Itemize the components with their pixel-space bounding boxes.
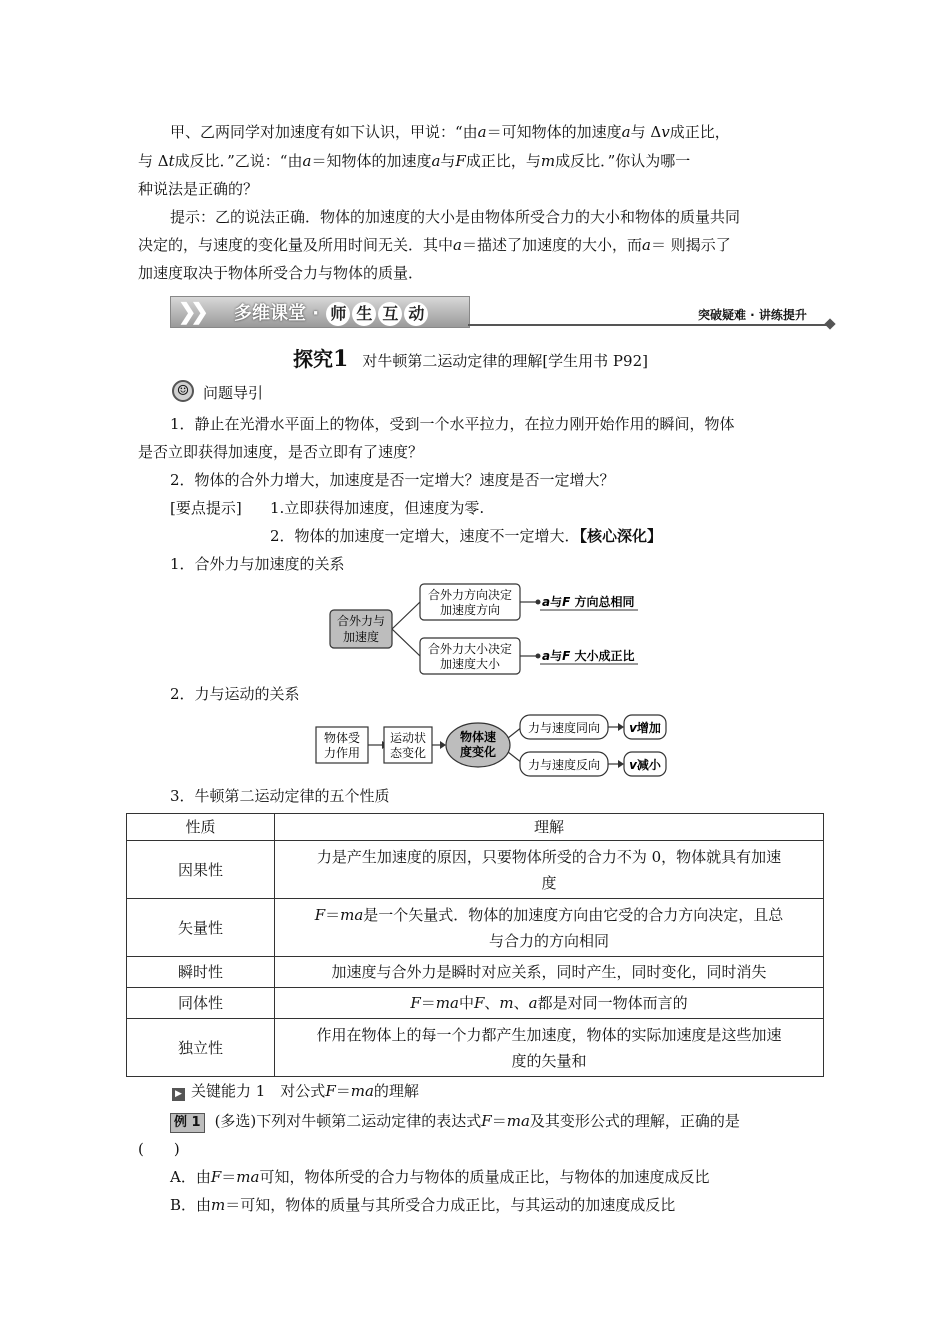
text: 与合力的方向相同 [488, 931, 609, 950]
leaf-1-text [542, 594, 635, 609]
text: 方向总相同 [570, 595, 635, 609]
var-f: F [410, 994, 421, 1012]
section-label: 探究 [293, 347, 333, 371]
text: 、 [513, 994, 529, 1012]
banner-rule [468, 324, 830, 326]
banner-pill: 动 [404, 302, 428, 326]
node-3-label-2: 度变化 [459, 745, 497, 759]
var-a: a [542, 649, 551, 663]
intro-question-line-3: 种说法是正确的？ [138, 180, 259, 198]
var-a: a [542, 595, 551, 609]
example-badge: 例 1 [170, 1113, 205, 1133]
text: 甲、乙两同学对加速度有如下认识，甲说：“由 [170, 123, 478, 141]
text: 可知，物体所受的合力与物体的质量成正比，与物体的加速度成反比 [259, 1168, 710, 1186]
smiley-icon: ☺ [172, 380, 194, 402]
property-name: 同体性 [127, 988, 275, 1019]
var-a: a [621, 123, 631, 141]
text: 成反比．”你认为哪一 [555, 152, 691, 170]
play-triangle-icon: ▶ [172, 1088, 185, 1101]
hint-line-2 [138, 234, 731, 256]
table-row [127, 899, 824, 957]
section-banner [170, 296, 838, 328]
property-name: 独立性 [127, 1019, 275, 1077]
text: ＝ [221, 1168, 237, 1186]
var-m: m [499, 994, 514, 1012]
text: ＝ [491, 1112, 507, 1130]
root-label-2: 加速度 [342, 630, 380, 644]
branch-1-label-2: 加速度方向 [439, 603, 501, 617]
var-ma: ma [435, 994, 459, 1012]
table-row [127, 957, 824, 988]
var-t: t [168, 152, 175, 170]
v-decrease-text [629, 757, 662, 772]
branch-1-label-1: 合外力方向决定 [427, 588, 513, 602]
banner-pill: 师 [326, 302, 350, 326]
text: ＝描述了加速度的大小，而 [461, 236, 642, 254]
var-v: v [661, 123, 670, 141]
double-chevron-icon: ❯❯ [178, 299, 203, 325]
section-number: 1 [333, 346, 349, 372]
branch-2-label-2: 加速度大小 [439, 657, 501, 671]
section-heading [293, 343, 648, 372]
var-f: F [562, 649, 571, 663]
banner-subtitle: 突破疑难 · 讲练提升 [698, 308, 807, 322]
banner-pill: 互 [378, 302, 402, 326]
var-f: F [473, 994, 485, 1012]
table-header: 理解 [275, 814, 824, 841]
var-f: F [562, 595, 571, 609]
example-line-1 [170, 1110, 740, 1133]
text: 都是对同一物体而言的 [537, 994, 688, 1012]
root-label-1: 合外力与 [336, 614, 386, 628]
text: ＝ [420, 994, 436, 1012]
var-a: a [453, 236, 462, 254]
text: 关键能力 1 对公式 [191, 1082, 326, 1100]
text: ＝ [325, 905, 341, 924]
var-m: m [540, 152, 556, 170]
table-row [127, 988, 824, 1019]
text: 增加 [636, 721, 661, 735]
text: 成反比．”乙说：“由 [174, 152, 303, 170]
var-ma: ma [506, 1112, 530, 1130]
node-3-label-1: 物体速 [459, 730, 497, 744]
arrowhead-icon [440, 741, 446, 749]
intro-question-line-2 [138, 150, 690, 172]
text: 是一个矢量式．物体的加速度方向由它受的合力方向决定，且总 [363, 905, 784, 924]
guide-heading: 问题导引 [203, 384, 264, 402]
node-2-label-1: 运动状 [389, 731, 427, 745]
section-title: 对牛顿第二运动定律的理解[学生用书 P92] [362, 352, 648, 370]
tip-2 [270, 525, 662, 547]
properties-table [126, 813, 824, 1077]
table-header-row [127, 814, 824, 841]
tip-2-text: 2．物体的加速度一定增大，速度不一定增大． [270, 527, 580, 545]
var-f: F [325, 1082, 336, 1100]
tip-1: 1.立即获得加速度，但速度为零. [270, 499, 485, 517]
text: 大小成正比 [570, 649, 635, 663]
var-a: a [641, 236, 651, 254]
var-a: a [477, 123, 487, 141]
text: A．由 [170, 1168, 211, 1186]
table-row [127, 1019, 824, 1077]
text: 的理解 [373, 1082, 419, 1100]
var-f: F [481, 1112, 492, 1130]
core-heading: 【核心深化】 [579, 527, 663, 545]
arrowhead-icon [618, 760, 624, 768]
text: 度的矢量和 [511, 1051, 587, 1070]
item-2-title: 2．力与运动的关系 [170, 685, 300, 703]
var-v: v [629, 758, 637, 772]
text: 力是产生加速度的原因，只要物体所受的合力不为 0，物体就具有加速 [316, 847, 782, 866]
connector [392, 602, 420, 629]
branch-2-label-1: 合外力大小决定 [427, 642, 513, 656]
node-2-label-2: 态变化 [389, 746, 427, 760]
guide-q2: 2．物体的合外力增大，加速度是否一定增大？速度是否一定增大？ [170, 471, 615, 489]
table-row [127, 841, 824, 899]
dot-icon [536, 654, 541, 659]
property-text [275, 988, 824, 1019]
var-ma: ma [236, 1168, 260, 1186]
property-name: 瞬时性 [127, 957, 275, 988]
var-a: a [302, 152, 312, 170]
hint-line-1: 提示：乙的说法正确．物体的加速度的大小是由物体所受合力的大小和物体的质量共同 [170, 208, 741, 226]
banner-title-text: 多维课堂 [234, 303, 306, 324]
text: 决定的，与速度的变化量及所用时间无关．其中 [138, 236, 454, 254]
var-a: a [528, 994, 538, 1012]
example-line-2: ( ) [138, 1140, 180, 1158]
text: 与 [550, 649, 563, 663]
var-ma: ma [340, 905, 364, 924]
banner-dot: · [312, 303, 320, 324]
option-a [170, 1166, 709, 1188]
node-1-label-1: 物体受 [323, 731, 361, 745]
diamond-icon [824, 318, 835, 329]
item-3-title: 3．牛顿第二运动定律的五个性质 [170, 787, 390, 805]
text: ＝ [335, 1082, 351, 1100]
property-name: 矢量性 [127, 899, 275, 957]
force-motion-diagram [312, 710, 672, 780]
text: 中 [458, 994, 474, 1012]
text: 、 [484, 994, 500, 1012]
text: 成正比，与 [465, 152, 541, 170]
banner-pill: 生 [352, 302, 376, 326]
arrowhead-icon [618, 723, 624, 731]
hint-line-3: 加速度取决于物体所受合力与物体的质量． [138, 264, 424, 282]
text: 与 Δ [630, 123, 662, 141]
dot-icon [536, 600, 541, 605]
var-f: F [314, 905, 326, 924]
text: ＝可知物体的加速度 [486, 123, 622, 141]
leaf-2-text [542, 648, 635, 663]
property-text [275, 1019, 824, 1077]
var-v: v [629, 721, 637, 735]
property-name: 因果性 [127, 841, 275, 899]
guide-q1-line-1: 1．静止在光滑水平面上的物体，受到一个水平拉力，在拉力刚开始作用的瞬间，物体 [170, 415, 735, 433]
text: 与 [440, 152, 456, 170]
table-header: 性质 [127, 814, 275, 841]
guide-q1-line-2: 是否立即获得加速度，是否立即有了速度？ [138, 443, 424, 461]
var-f: F [455, 152, 466, 170]
connector [392, 629, 420, 656]
text: (多选)下列对牛顿第二运动定律的表达式 [214, 1112, 482, 1130]
var-f: F [210, 1168, 222, 1186]
opposite-direction-label: 力与速度反向 [527, 758, 601, 772]
text: 及其变形公式的理解，正确的是 [529, 1112, 740, 1130]
text: 成正比， [669, 123, 730, 141]
text: 减小 [636, 758, 661, 772]
force-acceleration-diagram [320, 582, 660, 678]
text: ＝知物体的加速度 [311, 152, 432, 170]
text: 与 [550, 595, 563, 609]
node-1-label-2: 力作用 [323, 746, 361, 760]
property-text [275, 841, 824, 899]
item-1-title: 1．合外力与加速度的关系 [170, 555, 345, 573]
text: 度 [541, 873, 557, 892]
text: 作用在物体上的每一个力都产生加速度，物体的实际加速度是这些加速 [316, 1025, 782, 1044]
text: ＝ 则揭示了 [650, 236, 731, 254]
var-m: m [211, 1196, 226, 1214]
tips-label: [要点提示] [170, 499, 242, 517]
property-text: 加速度与合外力是瞬时对应关系，同时产生，同时变化，同时消失 [275, 957, 824, 988]
v-increase-text [629, 720, 661, 735]
text: 与 Δ [138, 152, 169, 170]
intro-question-line-1 [170, 121, 730, 143]
property-text [275, 899, 824, 957]
key-ability-heading [172, 1080, 419, 1102]
option-b [170, 1194, 675, 1216]
var-a: a [431, 152, 441, 170]
text: B．由 [170, 1196, 212, 1214]
same-direction-label: 力与速度同向 [527, 721, 601, 735]
banner-title [234, 299, 429, 326]
text: ＝可知，物体的质量与其所受合力成正比，与其运动的加速度成反比 [225, 1196, 676, 1214]
var-ma: ma [350, 1082, 374, 1100]
